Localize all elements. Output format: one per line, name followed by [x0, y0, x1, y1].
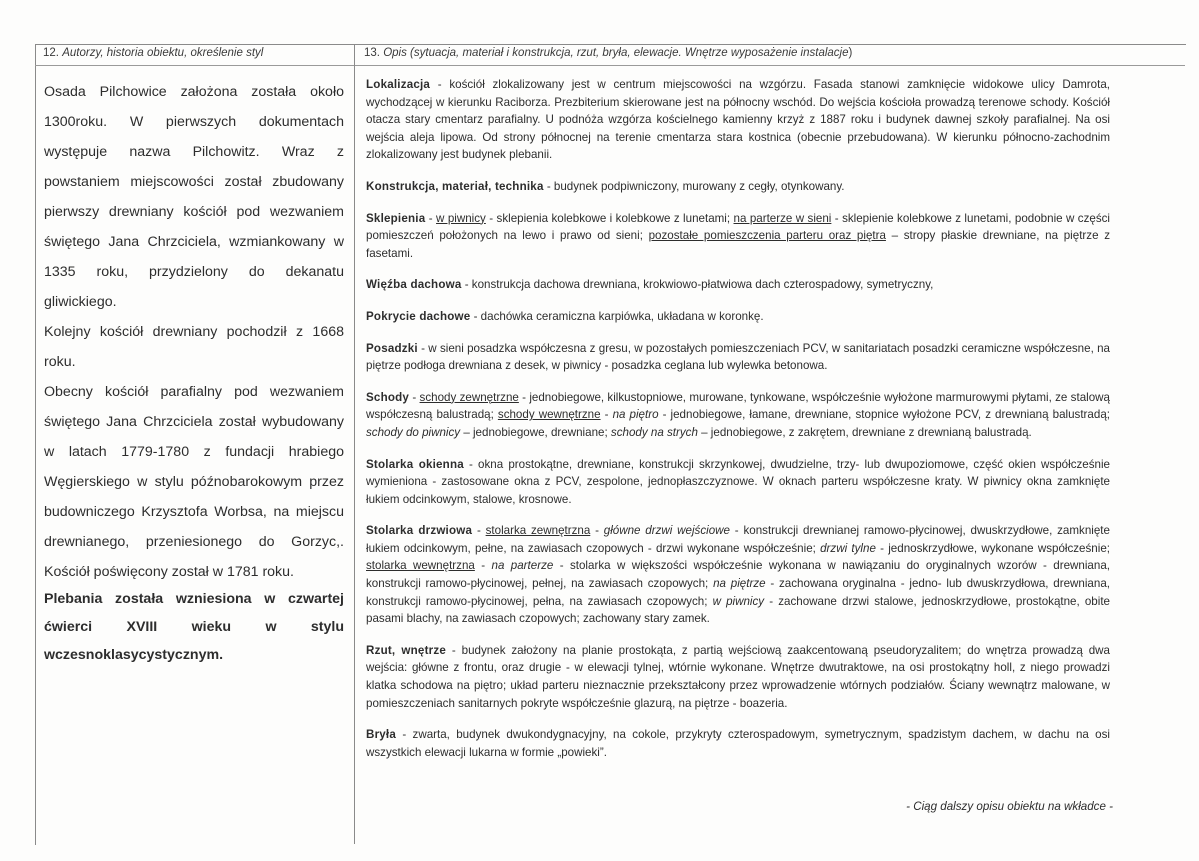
lokalizacja-lead: Lokalizacja	[366, 78, 431, 91]
sd-text-1: -	[472, 524, 486, 538]
section-13-title: Opis (sytuacja, materiał i konstrukcja, rzut, bryła, elewacje. Wnętrze wyposażenie instalacje	[383, 47, 849, 59]
section-12-title: Autorzy, historia obiektu, określenie styl	[62, 47, 264, 59]
section-12-heading	[43, 47, 263, 59]
schody-text-5: – jednobiegowe, drewniane;	[460, 425, 611, 439]
konstrukcja-lead: Konstrukcja, materiał, technika	[366, 179, 544, 193]
schody-text-3: -	[600, 408, 613, 422]
sklepienia-underline-2: na parterze w sieni	[733, 211, 832, 225]
history-paragraph-1: Osada Pilchowice założona została około 1300roku. W pierwszych dokumentach występuje nazwa Pilchowitz. Wraz z powstaniem miejscowości został zbudowany pierwszy drewniany kościół pod wezwaniem świętego Jana Chrzciciela, wzmiankowany w 1335 roku, przydzielony do dekanatu gliwickiego.	[44, 84, 344, 310]
posadzki-lead: Posadzki	[366, 341, 418, 355]
sklepienia-underline-1: w piwnicy	[436, 211, 486, 225]
schody-text-6: – jednobiegowe, z zakrętem, drewniane z drewnianą balustradą.	[697, 425, 1032, 439]
sklepienia-text-2: - sklepienia kolebkowe i kolebkowe z lunetami;	[485, 211, 734, 225]
history-paragraph-2: Kolejny kościół drewniany pochodził z 1668 roku.	[44, 324, 344, 370]
konstrukcja-text: - budynek podpiwniczony, murowany z cegły, otynkowany.	[543, 179, 845, 193]
rzut-lead: Rzut, wnętrze	[366, 643, 446, 657]
rzut-paragraph	[366, 642, 1110, 712]
schody-italic-1: na piętro	[612, 408, 659, 422]
sd-italic-4: na piętrze	[713, 577, 766, 591]
stolarka-drzwiowa-lead: Stolarka drzwiowa	[366, 524, 473, 538]
wiezba-paragraph	[366, 276, 1110, 294]
schody-underline-1: schody zewnętrzne	[419, 390, 519, 404]
stolarka-okienna-paragraph	[366, 456, 1110, 509]
sklepienia-underline-3: pozostałe pomieszczenia parteru oraz piętra	[648, 229, 886, 243]
schody-text-4: - jednobiegowe, łamane, drewniane, stopnice wyłożone PCV, z drewnianą balustradą;	[658, 408, 1110, 422]
stolarka-okienna-text: - okna prostokątne, drewniane, konstrukcji skrzynkowej, dwudzielne, trzy- lub dwupoziomowe, część okien współcześnie wymieniona - zastosowane okna z PCV, zespolone, jednopłaszczyznowe. W oknach parteru współczesne kraty. W piwnicy okna zamknięte łukiem odcinkowym, stalowe, krosnowe.	[366, 457, 1110, 506]
section-13-number: 13.	[364, 47, 380, 59]
sd-italic-1: główne drzwi wejściowe	[603, 524, 730, 538]
sd-text-8: - zachowane drzwi stalowe, jednoskrzydłowe, prostokątne, obite pasami blachy, na zawiasach czopowych; zachowany stary zamek.	[366, 594, 1110, 626]
sd-underline-1: stolarka zewnętrzna	[485, 524, 591, 538]
lokalizacja-text: - kościół zlokalizowany jest w centrum miejscowości na wzgórzu. Fasada stanowi zamknięcie widokowe ulicy Damrota, wychodzącej w kierunku Raciborza. Prezbiterium skierowane jest na północny wschód. Do wejścia kościoła prowadzą terenowe schody. Kościół otacza stary cmentarz parafialny. U podnóża wzgórza kościelnego kamienny krzyż z 1887 roku i budynek dawnej szkoły parafialnej. Na osi wejścia aleja lipowa. Od strony północnej na terenie cmentarza stara kostnica (obecnie przebudowana). W kierunku północno-zachodnim zlokalizowany jest budynek plebanii.	[366, 78, 1110, 162]
section-12-number: 12.	[43, 47, 59, 59]
sd-text-6: - stolarka w większości współcześnie wykonana w nawiązaniu do oryginalnych wzorów - drewniana, konstrukcji ramowo-płycinowej, pełnej, na zawiasach czopowych;	[366, 559, 1110, 591]
pokrycie-lead: Pokrycie dachowe	[366, 309, 471, 323]
schody-text-2: - jednobiegowe, kilkustopniowe, murowane, tynkowane, współcześnie wyłożone marmurowymi płytami, ze stalową współczesną balustradą;	[366, 390, 1110, 422]
sd-text-2: -	[590, 524, 604, 538]
column-divider	[354, 44, 355, 844]
rzut-text: - budynek założony na planie prostokąta, z partią wejściową zaakcentowaną pseudoryzalitem; do wnętrza prowadzą dwa wejścia: główne z frontu, oraz drugie - w elewacji tylnej, wtórnie wykonane. Wnętrze dwutraktowe, na osi prostokątny holl, z niego prowadzi klatka schodowa na piętro; układ parteru nieznacznie przekształcony przez wprowadzenie wtórnych podziałów. Ściany wewnątrz malowane, w pomieszczeniach sanitarnych pokryte współcześnie glazurą, na piętrze - boazeria.	[366, 643, 1110, 710]
plebania-paragraph: Plebania została wzniesiona w czwartej ćwierci XVIII wieku w stylu wczesnoklasycystycznym.	[44, 591, 344, 663]
schody-italic-2: schody do piwnicy	[366, 425, 461, 439]
bryla-lead: Bryła	[366, 728, 397, 742]
section-13-title-close: )	[848, 47, 853, 59]
schody-paragraph	[366, 389, 1110, 442]
continuation-note: - Ciąg dalszy opisu obiektu na wkładce -	[906, 800, 1113, 813]
stolarka-okienna-lead: Stolarka okienna	[366, 457, 464, 471]
sd-italic-2: drzwi tylne	[820, 541, 876, 555]
schody-italic-3: schody na strych	[610, 425, 698, 439]
right-header-rule	[355, 65, 1185, 66]
sklepienia-text-3: - sklepienie kolebkowe z lunetami, podobnie w części pomieszczeń położonych na lewo i prawo od sieni;	[366, 211, 1110, 243]
schody-lead: Schody	[366, 390, 410, 404]
sklepienia-text-1: -	[425, 211, 437, 225]
posadzki-text: - w sieni posadzka współczesna z gresu, w pozostałych pomieszczeniach PCV, w sanitariatach posadzki ceramiczne współczesne, na piętrze podłoga drewniana z desek, w piwnicy - posadzka ceglana lub wylewka betonowa.	[366, 341, 1110, 373]
wiezba-lead: Więźba dachowa	[366, 278, 462, 292]
schody-underline-2: schody wewnętrzne	[497, 408, 601, 422]
konstrukcja-paragraph	[366, 178, 1110, 196]
pokrycie-text: - dachówka ceramiczna karpiówka, układana w koronkę.	[470, 309, 764, 323]
description-column	[366, 76, 1110, 775]
sd-text-7: - zachowana oryginalna - jedno- lub dwuskrzydłowa, drewniana, konstrukcji ramowo-płycinowej, pełna, na zawiasach czopowych;	[366, 577, 1110, 608]
lokalizacja-paragraph	[366, 76, 1110, 164]
stolarka-drzwiowa-paragraph	[366, 522, 1110, 628]
sd-text-3: - konstrukcji drewnianej ramowo-płycinowej, dwuskrzydłowe, zamknięte łukiem odcinkowym, pełne, na zawiasach czopowych - drzwi wykonane współcześnie;	[366, 524, 1110, 555]
sklepienia-text-4: – stropy płaskie drewniane, na piętrze z fasetami.	[366, 229, 1111, 260]
sklepienia-paragraph	[366, 210, 1110, 263]
left-header-rule	[35, 65, 354, 66]
history-column	[44, 77, 344, 669]
bryla-text: - zwarta, budynek dwukondygnacyjny, na cokole, przykryty czterospadowym, symetrycznym, spadzistym dachem, w dachu na osi wszystkich elewacji lukarna w formie „powieki”.	[366, 728, 1110, 759]
sd-underline-2: stolarka wewnętrzna	[366, 559, 475, 573]
sd-italic-5: w piwnicy	[712, 594, 765, 608]
wiezba-text: - konstrukcja dachowa drewniana, krokwiowo-płatwiowa dach czterospadowy, symetryczny,	[461, 278, 934, 292]
bryla-paragraph	[366, 726, 1110, 761]
schody-text-1: -	[409, 390, 420, 404]
sd-italic-3: na parterze	[491, 559, 554, 573]
sklepienia-lead: Sklepienia	[366, 211, 426, 225]
pokrycie-paragraph	[366, 308, 1110, 326]
history-paragraph-3: Obecny kościół parafialny pod wezwaniem świętego Jana Chrzciciela został wybudowany w latach 1779-1780 z fundacji hrabiego Węgierskiego w stylu późnobarokowym przez budowniczego Krzysztofa Worbsa, na miejscu drewnianego, przeniesionego do Gorzyc,. Kościół poświęcony został w 1781 roku.	[44, 384, 344, 580]
posadzki-paragraph	[366, 340, 1110, 375]
sd-text-5: -	[474, 559, 492, 573]
section-13-heading	[364, 47, 852, 59]
sd-text-4: - jednoskrzydłowe, wykonane współcześnie;	[875, 541, 1110, 555]
